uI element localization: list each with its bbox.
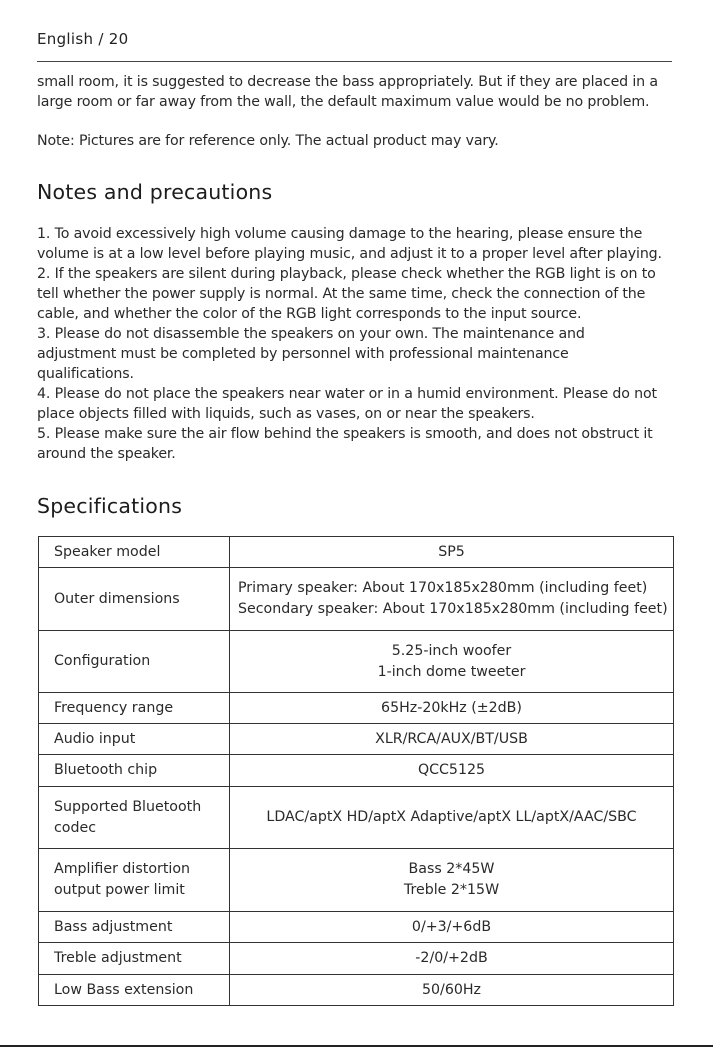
notes-line: 3. Please do not disassemble the speakers on your own. The maintenance and [37,326,585,342]
spec-label: Speaker model [39,537,230,568]
notes-line: around the speaker. [37,446,176,462]
spec-value: -2/0/+2dB [230,943,674,975]
note-text: Note: Pictures are for reference only. The actual product may vary. [37,133,499,149]
page-label: English / 20 [37,30,129,48]
spec-value: 5.25-inch woofer 1-inch dome tweeter [230,631,674,693]
note-paragraph [37,131,677,151]
notes-line: qualifications. [37,366,134,382]
table-row [39,975,674,1006]
spec-value: XLR/RCA/AUX/BT/USB [230,724,674,755]
table-row [39,912,674,943]
spec-label: Outer dimensions [39,568,230,631]
notes-line: volume is at a low level before playing music, and adjust it to a proper level after playing. [37,246,662,262]
table-row [39,568,674,631]
spec-value: 50/60Hz [230,975,674,1006]
intro-paragraph [37,72,677,112]
notes-line: 2. If the speakers are silent during playback, please check whether the RGB light is on to [37,266,656,282]
table-row [39,755,674,787]
specs-section-title: Specifications [37,494,183,518]
notes-line: 1. To avoid excessively high volume causing damage to the hearing, please ensure the [37,226,643,242]
table-row [39,787,674,849]
spec-value: 0/+3/+6dB [230,912,674,943]
spec-value: Primary speaker: About 170x185x280mm (including feet) Secondary speaker: About 170x185x280mm (including feet) [230,568,674,631]
notes-list [37,224,677,464]
spec-label: Supported Bluetooth codec [39,787,230,849]
table-row [39,943,674,975]
notes-line: tell whether the power supply is normal. At the same time, check the connection of the [37,286,646,302]
table-row [39,693,674,724]
header-divider [37,61,672,62]
table-row [39,849,674,912]
spec-label: Bass adjustment [39,912,230,943]
table-row [39,537,674,568]
table-row [39,724,674,755]
spec-label: Bluetooth chip [39,755,230,787]
spec-label: Frequency range [39,693,230,724]
spec-label: Low Bass extension [39,975,230,1006]
spec-value: LDAC/aptX HD/aptX Adaptive/aptX LL/aptX/AAC/SBC [230,787,674,849]
spec-label: Audio input [39,724,230,755]
notes-line: cable, and whether the color of the RGB light corresponds to the input source. [37,306,582,322]
notes-line: 4. Please do not place the speakers near water or in a humid environment. Please do not [37,386,657,402]
spec-value: 65Hz-20kHz (±2dB) [230,693,674,724]
notes-section-title: Notes and precautions [37,180,273,204]
spec-value: Bass 2*45W Treble 2*15W [230,849,674,912]
notes-line: place objects filled with liquids, such as vases, on or near the speakers. [37,406,535,422]
notes-line: 5. Please make sure the air flow behind the speakers is smooth, and does not obstruct it [37,426,653,442]
spec-value: SP5 [230,537,674,568]
specifications-table [38,536,674,1006]
notes-line: adjustment must be completed by personnel with professional maintenance [37,346,569,362]
intro-line: small room, it is suggested to decrease the bass appropriately. But if they are placed in a [37,74,658,90]
spec-value: QCC5125 [230,755,674,787]
intro-line: large room or far away from the wall, the default maximum value would be no problem. [37,94,650,110]
spec-label: Amplifier distortion output power limit [39,849,230,912]
spec-label: Treble adjustment [39,943,230,975]
table-row [39,631,674,693]
spec-label: Configuration [39,631,230,693]
